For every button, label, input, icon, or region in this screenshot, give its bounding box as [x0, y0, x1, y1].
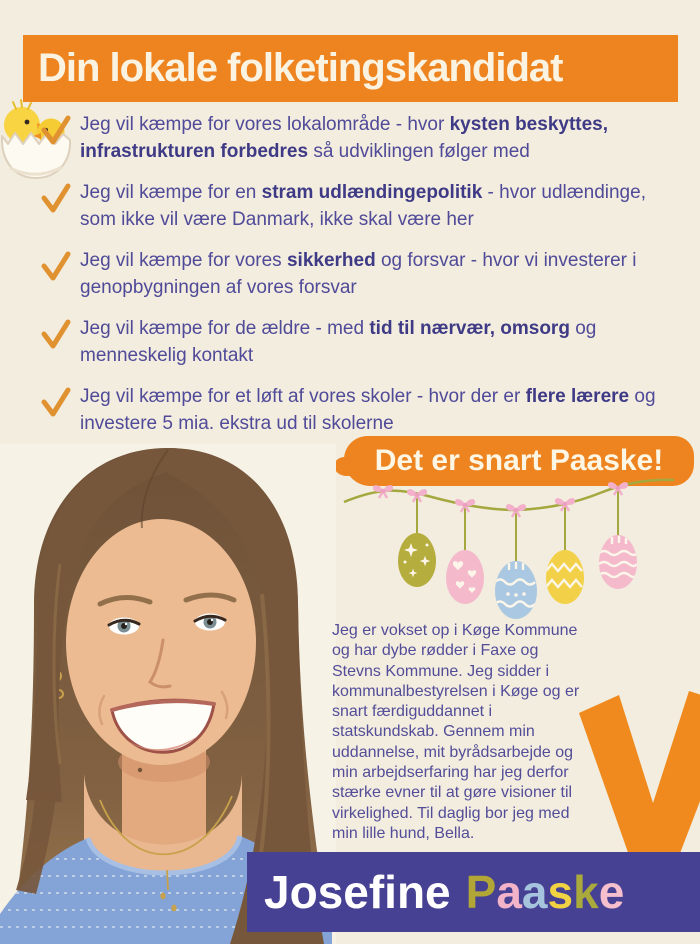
easter-banner-label: Det er snart Paaske! — [374, 444, 664, 477]
bullet-line — [80, 111, 694, 138]
bio-line: min arbejdserfaring har jeg derfor — [332, 764, 569, 782]
bullet-segment: investere 5 mia. ekstra ud til skolerne — [80, 413, 394, 434]
bullet-emphasis: sikkerhed — [286, 250, 376, 271]
bullet-segment: Jeg vil kæmpe for vores — [80, 250, 287, 271]
bullet-text — [80, 111, 694, 165]
egg-pink-waves — [599, 535, 637, 589]
bullet-line — [80, 206, 694, 233]
bullet-text — [80, 383, 694, 437]
bullet-segment: Jeg vil kæmpe for de ældre - med — [80, 318, 370, 339]
bullet-segment: Jeg vil kæmpe for vores lokalområde - hvor — [80, 114, 450, 135]
bullet-emphasis: flere lærere — [525, 386, 630, 407]
header-banner — [23, 35, 678, 102]
bullet-segment: og — [629, 386, 656, 407]
bullet-segment: menneskelig kontakt — [80, 345, 254, 366]
bullet-line — [80, 179, 694, 206]
easter-egg-garland — [338, 476, 678, 628]
venstre-v-logo — [577, 691, 700, 861]
bullet-item — [80, 383, 694, 437]
egg-pink-hearts — [446, 550, 484, 604]
bullet-line — [80, 274, 694, 301]
bullet-segment: - hvor udlændinge, — [482, 182, 646, 203]
bullet-item — [80, 315, 694, 369]
last-name-letter: s — [547, 866, 574, 918]
last-name-letter: e — [598, 866, 625, 918]
bullet-line — [80, 383, 694, 410]
egg-blue-waves — [495, 561, 537, 619]
bullet-line — [80, 138, 694, 165]
bullet-emphasis: infrastrukturen forbedres — [80, 141, 309, 162]
bullet-emphasis: stram udlændingepolitik — [261, 182, 483, 203]
bio-line: Stevns Kommune. Jeg sidder i — [332, 662, 549, 680]
bullet-emphasis: kysten beskyttes, — [449, 114, 609, 135]
bullet-item — [80, 111, 694, 165]
egg-olive-stars — [398, 533, 436, 587]
bullet-line — [80, 410, 694, 437]
bio-line: stærke evner til at gøre visioner til — [332, 784, 573, 802]
bullet-segment: Jeg vil kæmpe for en — [80, 182, 262, 203]
bio-line: kommunalbestyrelsen i Køge og er — [332, 682, 580, 700]
bullet-line — [80, 247, 694, 274]
bullet-segment: genopbygningen af vores forsvar — [80, 277, 357, 298]
checkmark-icon — [40, 183, 72, 213]
bullet-line — [80, 315, 694, 342]
bullet-item — [80, 179, 694, 233]
bio-line: min lille hund, Bella. — [332, 824, 475, 842]
bullet-item — [80, 247, 694, 301]
checkmark-icon — [40, 115, 72, 145]
bullet-emphasis: tid til nærvær, omsorg — [369, 318, 570, 339]
bio-line: statskundskab. Gennem min — [332, 723, 535, 741]
bullet-segment: så udviklingen følger med — [308, 141, 530, 162]
bio-line: virkelighed. Til daglig bor jeg med — [332, 804, 570, 822]
bio-line: snart færdiguddannet i — [332, 703, 493, 721]
bio-line: uddannelse, mit byrådsarbejde og — [332, 743, 574, 761]
candidate-last-name — [466, 865, 625, 919]
last-name-letter: a — [521, 866, 548, 918]
last-name-letter: a — [496, 866, 522, 918]
bullet-text — [80, 179, 694, 233]
bullet-line — [80, 342, 694, 369]
candidate-name-banner — [247, 852, 700, 932]
last-name-letter: k — [573, 866, 599, 918]
candidate-first-name: Josefine — [264, 866, 451, 918]
checkmark-icon — [40, 319, 72, 349]
bullet-segment: som ikke vil være Danmark, ikke skal være her — [80, 209, 474, 230]
bullet-segment: og forsvar - hvor vi investerer i — [375, 250, 637, 271]
bullet-text — [80, 315, 694, 369]
checkmark-icon — [40, 387, 72, 417]
last-name-letter: P — [465, 866, 497, 918]
bio-text — [332, 621, 607, 844]
checkmark-icon — [40, 251, 72, 281]
bullet-list — [80, 111, 694, 451]
bio-line: Jeg er vokset op i Køge Kommune — [332, 622, 578, 639]
bullet-segment: Jeg vil kæmpe for et løft af vores skoler - hvor der er — [80, 386, 526, 407]
egg-yellow-zigzag — [546, 550, 584, 604]
page-title: Din lokale folketingskandidat — [38, 46, 563, 90]
bio-line: og har dybe rødder i Faxe og — [332, 642, 539, 660]
bullet-text — [80, 247, 694, 301]
bullet-segment: og — [569, 318, 597, 339]
